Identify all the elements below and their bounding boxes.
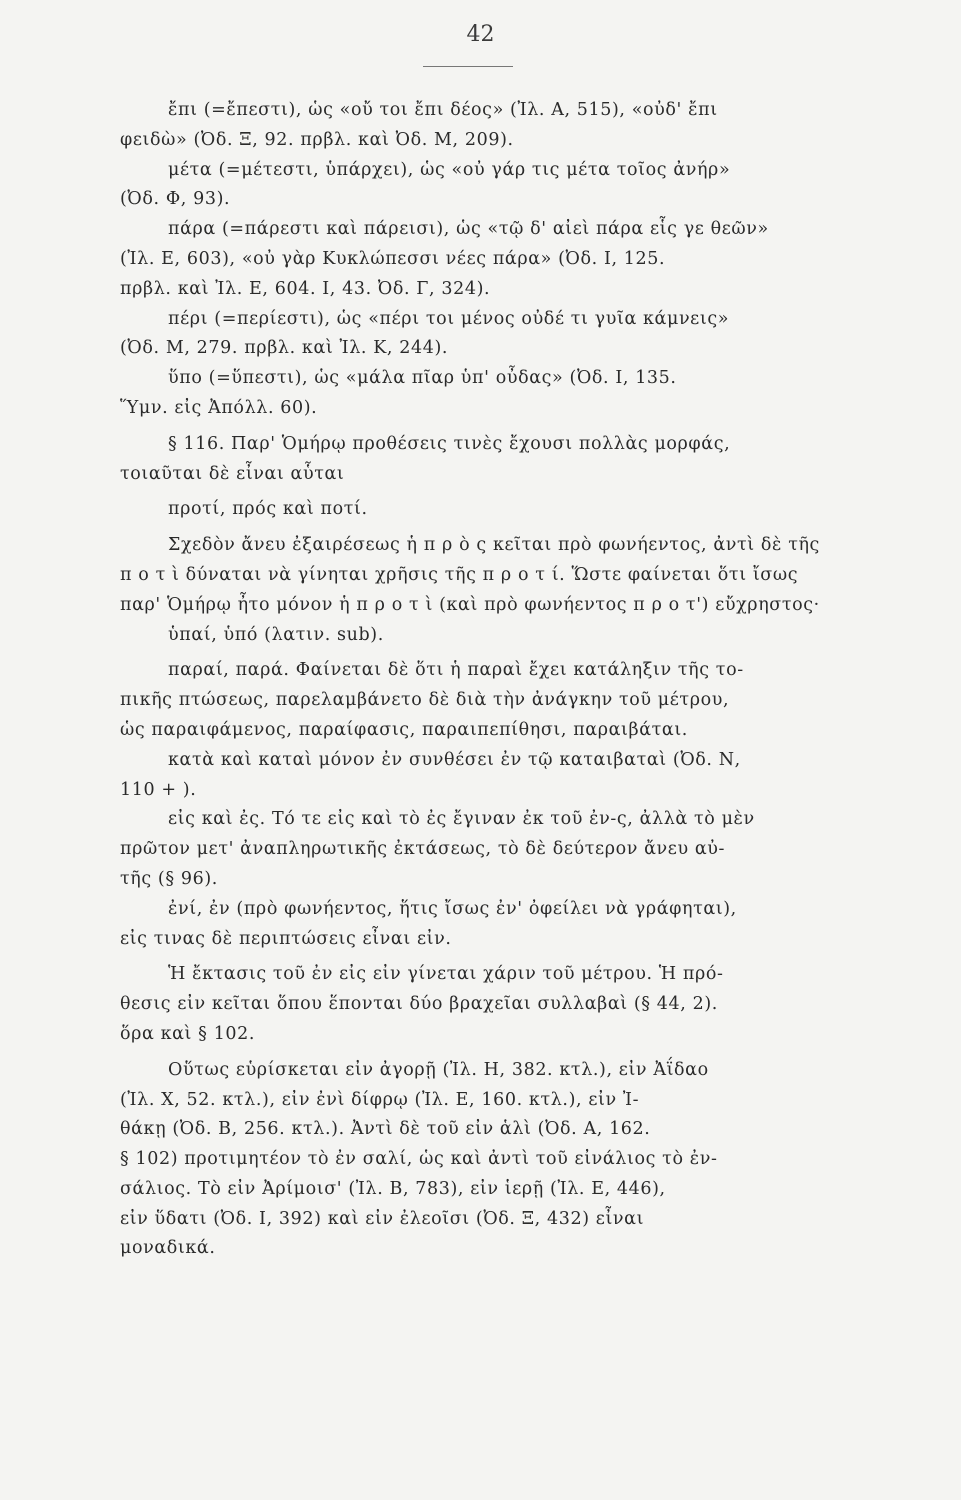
text-line: εἰν ὕδατι (Ὀδ. Ι, 392) καὶ εἰν ἐλεοῖσι (Ὀδ. Ξ, 432) εἶναι — [120, 1208, 645, 1229]
text-line: Ἡ ἔκτασις τοῦ ἐν εἰς εἰν γίνεται χάριν τοῦ μέτρου. Ἡ πρό- — [168, 964, 724, 985]
body-text — [120, 96, 860, 1264]
text-line: θάκῃ (Ὀδ. Β, 256. κτλ.). Ἀντὶ δὲ τοῦ εἰν ἁλὶ (Ὀδ. Α, 162. — [120, 1119, 651, 1140]
text-line: εἰς τινας δὲ περιπτώσεις εἶναι εἰν. — [120, 928, 452, 949]
text-line: παραί, παρά. Φαίνεται δὲ ὅτι ἡ παραὶ ἔχει κατάληξιν τῆς το- — [168, 660, 744, 681]
text-line: κατὰ καὶ καταὶ μόνον ἐν συνθέσει ἐν τῷ καταιβαταὶ (Ὀδ. Ν, — [168, 749, 741, 770]
text-line: σάλιος. Τὸ εἰν Ἀρίμοισ' (Ἰλ. Β, 783), εἰν ἱερῇ (Ἰλ. Ε, 446), — [120, 1178, 666, 1199]
text-line: φειδὼ» (Ὀδ. Ξ, 92. πρβλ. καὶ Ὀδ. Μ, 209). — [120, 129, 514, 150]
text-line: Ὕμν. εἰς Ἀπόλλ. 60). — [120, 397, 318, 418]
text-line: ὅρα καὶ § 102. — [120, 1023, 256, 1044]
text-line: Οὕτως εὑρίσκεται εἰν ἀγορῇ (Ἰλ. Η, 382. κτλ.), εἰν Ἀΐδαο — [168, 1059, 709, 1080]
text-line: πικῆς πτώσεως, παρελαμβάνετο δὲ διὰ τὴν ἀνάγκην τοῦ μέτρου, — [120, 690, 730, 711]
text-line: προτί, πρός καὶ ποτί. — [168, 499, 368, 520]
text-line: § 102) προτιμητέον τὸ ἐν σαλί, ὡς καὶ ἀντὶ τοῦ εἰνάλιος τὸ ἐν- — [120, 1149, 718, 1170]
text-line: π ο τ ὶ δύναται νὰ γίνηται χρῆσις τῆς π ρ ο τ ί. Ὥστε φαίνεται ὅτι ἴσως — [120, 564, 799, 585]
text-line: ὡς παραιφάμενος, παραίφασις, παραιπεπίθησι, παραιβάται. — [120, 719, 688, 740]
text-line: 110 + ). — [120, 779, 197, 800]
text-line: (Ἰλ. Χ, 52. κτλ.), εἰν ἐνὶ δίφρῳ (Ἰλ. Ε, 160. κτλ.), εἰν Ἰ- — [120, 1089, 640, 1110]
text-line: πέρι (=περίεστι), ὡς «πέρι τοι μένος οὐδέ τι γυῖα κάμνεις» — [168, 308, 730, 329]
text-line: § 116. Παρ' Ὁμήρῳ προθέσεις τινὲς ἔχουσι πολλὰς μορφάς, — [168, 433, 731, 454]
text-line: (Ὀδ. Φ, 93). — [120, 189, 231, 210]
text-line: Σχεδὸν ἄνευ ἐξαιρέσεως ἡ π ρ ὸ ς κεῖται πρὸ φωνήεντος, ἀντὶ δὲ τῆς — [168, 535, 820, 556]
text-line: ἔπι (=ἔπεστι), ὡς «οὔ τοι ἔπι δέος» (Ἰλ. Α, 515), «οὐδ' ἔπι — [168, 100, 718, 120]
text-line: (Ἰλ. Ε, 603), «οὐ γὰρ Κυκλώπεσσι νέες πάρα» (Ὀδ. Ι, 125. — [120, 248, 666, 269]
text-line: πρβλ. καὶ Ἰλ. Ε, 604. Ι, 43. Ὀδ. Γ, 324). — [120, 278, 491, 299]
text-line: τοιαῦται δὲ εἶναι αὗται — [120, 463, 345, 484]
page-number: 42 — [466, 22, 495, 47]
text-line: πρῶτον μετ' ἀναπληρωτικῆς ἐκτάσεως, τὸ δὲ δεύτερον ἄνευ αὐ- — [120, 839, 726, 860]
text-line: μέτα (=μέτεστι, ὑπάρχει), ὡς «οὐ γάρ τις μέτα τοῖος ἀνήρ» — [168, 159, 731, 180]
text-line: ἐνί, ἐν (πρὸ φωνήεντος, ἥτις ἴσως ἐν' ὀφείλει νὰ γράφηται), — [168, 898, 737, 919]
header-rule — [423, 66, 513, 67]
text-line: θεσις εἰν κεῖται ὅπου ἕπονται δύο βραχεῖαι συλλαβαὶ (§ 44, 2). — [120, 994, 718, 1015]
text-line: πάρα (=πάρεστι καὶ πάρεισι), ὡς «τῷ δ' αἰεὶ πάρα εἷς γε θεῶν» — [168, 219, 769, 240]
text-line: ὕπο (=ὕπεστι), ὡς «μάλα πῖαρ ὑπ' οὖδας» (Ὀδ. Ι, 135. — [168, 368, 677, 389]
text-line: (Ὀδ. Μ, 279. πρβλ. καὶ Ἰλ. Κ, 244). — [120, 338, 449, 359]
text-line: εἰς καὶ ἐς. Τό τε εἰς καὶ τὸ ἐς ἔγιναν ἐκ τοῦ ἐν-ς, ἀλλὰ τὸ μὲν — [168, 809, 755, 830]
text-line: μοναδικά. — [120, 1238, 216, 1259]
text-line: τῆς (§ 96). — [120, 868, 218, 889]
text-line: ὑπαί, ὑπό (λατιν. sub). — [168, 624, 384, 645]
text-line: παρ' Ὁμήρῳ ἦτο μόνον ἡ π ρ ο τ ὶ (καὶ πρὸ φωνήεντος π ρ ο τ') εὔχρηστος· — [120, 594, 820, 615]
